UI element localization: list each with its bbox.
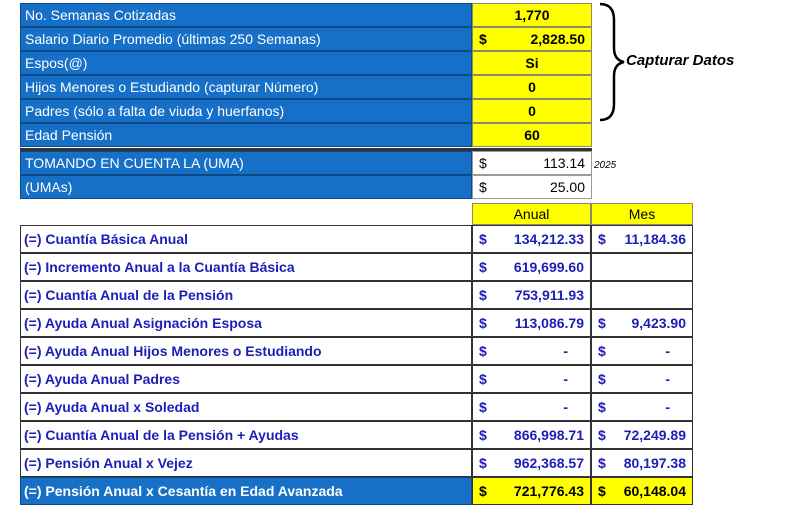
result-anual-cell [472, 449, 591, 477]
result-mes-value: - [665, 399, 670, 415]
result-label: (=) Cuantía Anual de la Pensión + Ayudas [20, 421, 472, 449]
result-anual-cell [472, 225, 591, 253]
result-anual-cell [472, 393, 591, 421]
result-label: (=) Cuantía Básica Anual [20, 225, 472, 253]
currency-symbol: $ [479, 155, 487, 171]
currency-symbol: $ [598, 455, 606, 471]
curly-brace-icon [596, 2, 626, 122]
currency-symbol: $ [479, 315, 487, 331]
input-value-salario: 2,828.50 [530, 31, 585, 47]
result-mes-value: - [665, 343, 670, 359]
result-anual-cell [472, 253, 591, 281]
input-field-hijos[interactable]: 0 [472, 75, 592, 99]
result-label: (=) Incremento Anual a la Cuantía Básica [20, 253, 472, 281]
result-mes-cell [591, 365, 693, 393]
result-mes-cell [591, 253, 693, 281]
input-field-salario[interactable] [472, 27, 592, 51]
result-anual-cell [472, 477, 591, 505]
input-label-padres: Padres (sólo a falta de viuda y huerfanos) [20, 99, 472, 123]
result-mes-cell [591, 449, 693, 477]
result-mes-cell [591, 477, 693, 505]
result-mes-cell [591, 309, 693, 337]
input-label-semanas: No. Semanas Cotizadas [20, 3, 472, 27]
currency-symbol: $ [479, 31, 487, 47]
result-anual-cell [472, 281, 591, 309]
column-header-anual: Anual [472, 203, 591, 225]
currency-symbol: $ [598, 231, 606, 247]
result-mes-value: - [665, 371, 670, 387]
result-mes-cell [591, 281, 693, 309]
input-field-edad[interactable]: 60 [472, 123, 592, 147]
result-mes-cell [591, 421, 693, 449]
result-label: (=) Ayuda Anual Hijos Menores o Estudiando [20, 337, 472, 365]
result-mes-value: 72,249.89 [623, 427, 686, 443]
result-label: (=) Cuantía Anual de la Pensión [20, 281, 472, 309]
currency-symbol: $ [479, 371, 487, 387]
result-anual-value: - [563, 371, 568, 387]
result-anual-value: - [563, 399, 568, 415]
column-header-mes: Mes [591, 203, 693, 225]
umas-label: (UMAs) [20, 175, 472, 199]
input-label-salario: Salario Diario Promedio (últimas 250 Semanas) [20, 27, 472, 51]
result-anual-value: 134,212.33 [513, 231, 584, 247]
result-mes-cell [591, 393, 693, 421]
uma-value-field[interactable] [472, 151, 592, 175]
currency-symbol: $ [598, 343, 606, 359]
input-label-hijos: Hijos Menores o Estudiando (capturar Número) [20, 75, 472, 99]
currency-symbol: $ [598, 399, 606, 415]
currency-symbol: $ [479, 231, 487, 247]
result-mes-value: 80,197.38 [623, 455, 686, 471]
currency-symbol: $ [598, 427, 606, 443]
capture-note: Capturar Datos [626, 52, 735, 69]
result-label: (=) Ayuda Anual Padres [20, 365, 472, 393]
currency-symbol: $ [479, 179, 487, 195]
currency-symbol: $ [479, 427, 487, 443]
currency-symbol: $ [598, 371, 606, 387]
input-field-esposa[interactable]: Si [472, 51, 592, 75]
umas-value-field[interactable] [472, 175, 592, 199]
result-anual-value: - [563, 343, 568, 359]
currency-symbol: $ [479, 399, 487, 415]
result-anual-cell [472, 337, 591, 365]
result-anual-value: 753,911.93 [514, 287, 584, 303]
uma-year: 2025 [594, 160, 617, 171]
umas-value: 25.00 [549, 179, 585, 195]
result-mes-cell [591, 225, 693, 253]
input-field-padres[interactable]: 0 [472, 99, 592, 123]
result-mes-cell [591, 337, 693, 365]
currency-symbol: $ [479, 259, 487, 275]
result-anual-value: 721,776.43 [513, 483, 584, 499]
input-label-esposa: Espos(@) [20, 51, 472, 75]
result-anual-cell [472, 421, 591, 449]
result-mes-value: 9,423.90 [631, 315, 686, 331]
result-anual-cell [472, 309, 591, 337]
result-anual-value: 962,368.57 [513, 455, 584, 471]
result-label: (=) Pensión Anual x Cesantía en Edad Avanzada [20, 477, 472, 505]
uma-label: TOMANDO EN CUENTA LA (UMA) [20, 151, 472, 175]
uma-value: 113.14 [543, 155, 585, 171]
currency-symbol: $ [479, 455, 487, 471]
result-label: (=) Ayuda Anual Asignación Esposa [20, 309, 472, 337]
result-anual-value: 866,998.71 [513, 427, 584, 443]
result-anual-cell [472, 365, 591, 393]
currency-symbol: $ [598, 483, 606, 499]
result-label: (=) Ayuda Anual x Soledad [20, 393, 472, 421]
result-mes-value: 11,184.36 [624, 231, 686, 247]
currency-symbol: $ [479, 343, 487, 359]
result-label: (=) Pensión Anual x Vejez [20, 449, 472, 477]
input-field-semanas[interactable]: 1,770 [472, 3, 592, 27]
currency-symbol: $ [479, 287, 487, 303]
currency-symbol: $ [479, 483, 487, 499]
result-mes-value: 60,148.04 [623, 483, 686, 499]
result-anual-value: 113,086.79 [514, 315, 584, 331]
input-label-edad: Edad Pensión [20, 123, 472, 147]
result-anual-value: 619,699.60 [513, 259, 584, 275]
currency-symbol: $ [598, 315, 606, 331]
